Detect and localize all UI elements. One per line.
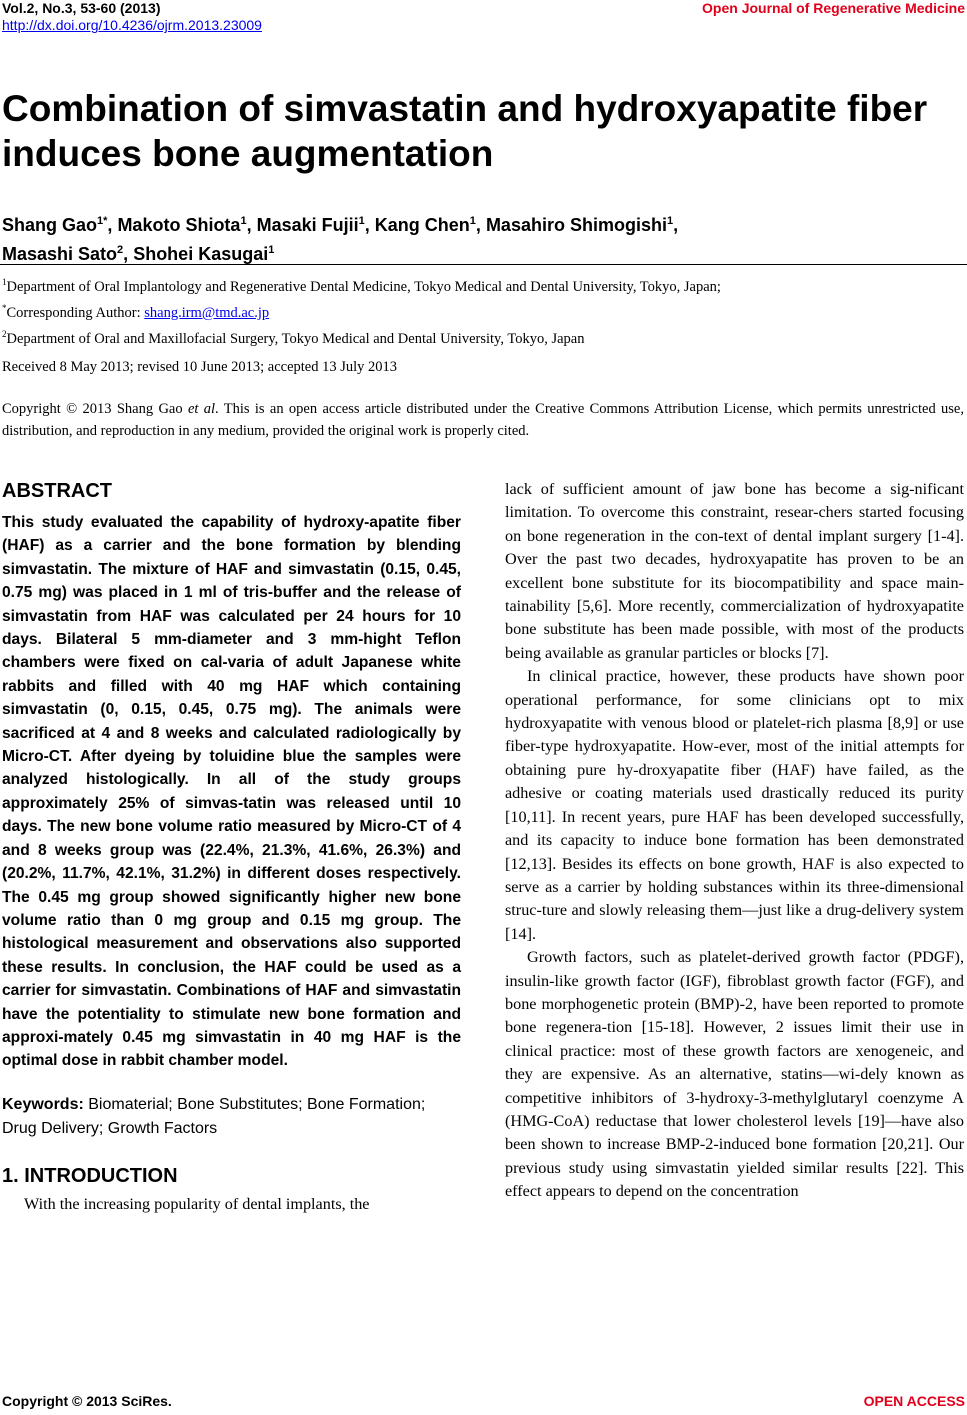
affiliations (2, 272, 964, 349)
affiliation-2: $^2$Department of Oral and Maxillofacial Surgery, Tokyo Medical and Dental University, Tokyo, Japan (2, 328, 585, 347)
title-line: Combination of simvastatin and hydroxyapatite fiber (2, 88, 928, 129)
author: Shang Gao$^{1*}$, (2, 215, 118, 235)
left-column (2, 478, 461, 1216)
header-divider (0, 264, 967, 265)
author: Masashi Sato$^2$, (2, 244, 134, 264)
title-line: induces bone augmentation (2, 133, 494, 174)
author: Masaki Fujii$^1$, (256, 215, 375, 235)
right-column (505, 478, 964, 1204)
author: Makoto Shiota$^1$, (117, 215, 257, 235)
introduction-heading: 1. INTRODUCTION (2, 1164, 178, 1187)
intro-paragraph-continued: lack of sufficient amount of jaw bone has become a sig-nificant limitation. To overcome this constraint, resear-chers started focusing on bone regeneration in the con-text of dental implant surgery [1-4]. Over the past two decades, hydroxyapatite has proven to be an excellent bone substitute for its biocompatibility and space main-tainability [5,6]. More recently, commercialization of hydroxyapatite bone substitute has been made possible, with most of the products being available as granular particles or blocks [7]. (505, 480, 964, 662)
copyright-notice: Copyright © 2013 Shang Gao et al. This is an open access article distributed under the Creative Commons Attribution License, which permits unrestricted use, distribution, and reproduction in any medium, provided the original work is properly cited. (2, 401, 964, 439)
affiliation-1: $^1$Department of Oral Implantology and Regenerative Dental Medicine, Tokyo Medical and Dental University, Tokyo, Japan; (2, 277, 721, 295)
intro-paragraph: With the increasing popularity of dental implants, the (24, 1194, 370, 1213)
intro-paragraph: Growth factors, such as platelet-derived growth factor (PDGF), insulin-like growth factor (IGF), fibroblast growth factor (FGF), and bone morphogenetic protein (BMP)-2, have been reported to promote bone regenera-tion [15-18]. However, 2 issues limit their use in clinical practice: most of these growth factors are xenogeneic, and they are expensive. As an alternative, statins—wi-dely known as competitive inhibitors of 3-hydroxy-3-methylglutaryl coenzyme A (HMG-CoA) reductase that lower cholesterol levels [19]—have also been shown to increase BMP-2-induced bone formation [20,21]. Our previous study using simvastatin yielded similar results [22]. This effect appears to depend on the concentration (505, 948, 964, 1201)
author: Kang Chen$^1$, (374, 215, 486, 235)
open-access-label: OPEN ACCESS (863, 1393, 965, 1409)
author: Masahiro Shimogishi$^1$, (485, 215, 679, 235)
received-dates: Received 8 May 2013; revised 10 June 2013; accepted 13 July 2013 (2, 359, 398, 375)
footer-copyright: Copyright © 2013 SciRes. (2, 1393, 172, 1409)
article-title (2, 86, 962, 176)
intro-paragraph: In clinical practice, however, these products have shown poor operational performance, for some clinicians opt to mix hydroxyapatite with venous blood or platelet-rich plasma [8,9] or use fiber-type hydroxyapatite. How-ever, most of the initial attempts for obtaining pure hy-droxyapatite fiber (HAF) have failed, as the adhesive or coating materials used drastically reduced its purity [10,11]. In recent years, pure HAF has been developed successfully, and its capacity to induce bone formation has been demonstrated [12,13]. Besides its effects on bone growth, HAF is also expected to serve as a carrier by holding substances within its three-dimensional struc-ture and slowly releasing them—just like a drug-delivery system [14]. (505, 667, 964, 943)
keywords: Keywords: Biomaterial; Bone Substitutes; Bone Formation; Drug Delivery; Growth Factors (2, 1095, 426, 1137)
doi-link[interactable]: http://dx.doi.org/10.4236/ojrm.2013.23009 (2, 17, 262, 33)
corresponding-author: *Corresponding Author: shang.irm@tmd.ac.jp (2, 302, 270, 321)
author: Shohei Kasugai$^1$ (133, 244, 275, 264)
email-link[interactable]: shang.irm@tmd.ac.jp (144, 304, 270, 321)
abstract-heading: ABSTRACT (2, 480, 112, 502)
abstract-text: This study evaluated the capability of hydroxy-apatite fiber (HAF) as a carrier and the bone formation by blending simvastatin. The mixture of HAF and simvastatin (0.15, 0.45, 0.75 mg) was placed in 1 ml of tris-buffer and the release of simvastatin from HAF was calculated per 24 hours for 10 days. Bilateral 5 mm-diameter and 3 mm-hight Teflon chambers were fixed on cal-varia of adult Japanese white rabbits and filled with 40 mg HAF which containing simvastatin (0, 0.15, 0.45, 0.75 mg). The animals were sacrificed at 4 and 8 weeks and calculated radiologically by Micro-CT. After dyeing by toluidine blue the samples were analyzed histologically. In all of the study groups approximately 25% of simvas-tatin was released until 10 days. The new bone volume ratio measured by Micro-CT of 4 and 8 weeks group was (22.4%, 21.3%, 41.6%, 26.3%) and (20.2%, 11.7%, 42.1%, 31.2%) in different doses respectively. The 0.45 mg group showed significantly higher new bone volume ratio than 0 mg group and 0.15 mg group. The histological measurement and observations also supported these results. In conclusion, the HAF could be used as a carrier for simvastatin. Combinations of HAF and simvastatin have the potentiality to stimulate new bone formation and approxi-mately 0.45 mg simvastatin in 40 mg HAF is the optimal dose in rabbit chamber model. (2, 514, 461, 1070)
volume-info: Vol.2, No.3, 53-60 (2013) (2, 0, 161, 16)
journal-name: Open Journal of Regenerative Medicine (702, 0, 965, 16)
author-list (2, 209, 962, 267)
